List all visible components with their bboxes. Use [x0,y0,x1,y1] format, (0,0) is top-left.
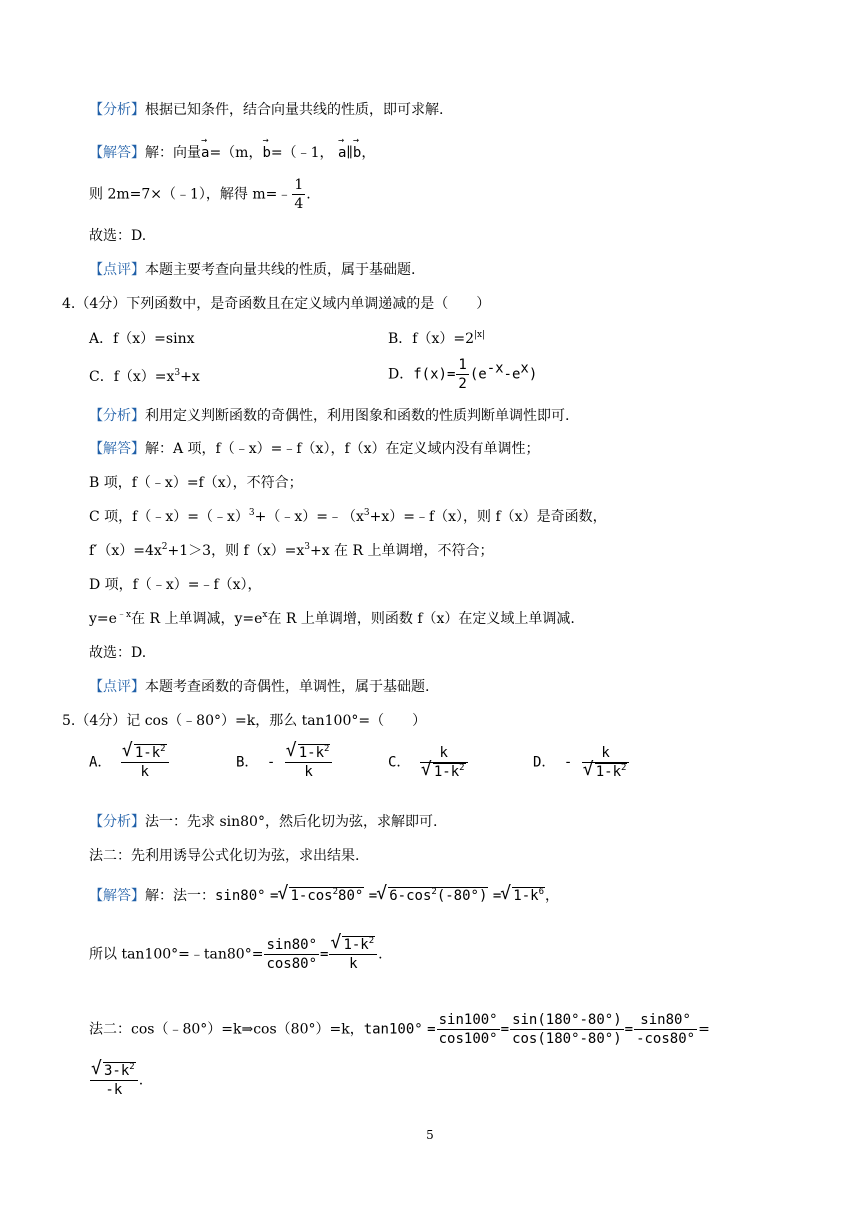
option-text: C．f（x）=x [89,369,175,385]
fraction [456,356,468,393]
answer-tag: 【解答】 [89,888,145,904]
answer-text: +（﹣x）=﹣（x [254,509,364,525]
fraction [264,936,319,973]
analysis-line [89,812,437,832]
superscript: x [520,360,529,377]
denominator: k [304,764,313,780]
fraction [285,744,333,781]
answer-text: = [698,1021,710,1038]
answer-text: C 项，f（﹣x）=（﹣x） [89,509,249,525]
answer-line [89,507,607,527]
analysis-line [89,406,569,426]
denominator: -cos80° [636,1031,696,1047]
radicand: 1-k [343,937,369,953]
option-b [388,328,485,348]
fraction [329,936,377,973]
option-text: ) [528,366,538,383]
option-label: A． [89,754,112,771]
analysis-line: 法二：先利用诱导公式化切为弦，求出结果. [89,848,360,864]
analysis-tag: 【分析】 [89,814,145,830]
superscript: |x| [474,330,486,340]
numerator: sin(180°-80°) [512,1012,622,1028]
answer-text: +1＞3，则 f（x）=x [167,543,305,559]
choose-line: 故选：D. [89,645,147,661]
answer-line [89,609,575,629]
superscript: 2 [161,542,168,552]
math-text: sin80° [215,888,266,904]
vector-b: b → [262,143,270,163]
comment-text: 本题主要考查向量共线的性质，属于基础题. [145,262,416,278]
denominator: cos(180°-80°) [512,1031,622,1047]
option-d [388,356,537,393]
fraction [582,744,630,781]
numerator: sin80° [634,1011,697,1030]
radicand: 1-cos [290,888,333,904]
minus-sign: - [563,754,573,771]
choose-line: 故选：D. [89,228,147,244]
denominator: cos100° [438,1031,498,1047]
superscript: ﹣x [116,610,132,620]
question-4-stem: 4.（4分）下列函数中，是奇函数且在定义域内单调递减的是（ ） [62,296,491,312]
superscript: 2 [621,763,627,773]
vector-b: b → [353,143,361,163]
superscript: 2 [129,1062,135,1072]
radicand: 1-k [298,745,325,761]
answer-text: 解：A 项，f（﹣x）=﹣f（x），f（x）在定义域内没有单调性； [145,441,540,457]
page-number: 5 [426,1128,434,1142]
radicand: 6-cos [389,888,432,904]
answer-tag: 【解答】 [89,441,145,457]
superscript: -x [486,360,504,377]
answer-line: 【解答】解：向量a →=（m，b →=（﹣1， a →∥b →， [89,143,375,163]
answer-line: D 项，f（﹣x）=﹣f（x）， [89,577,262,593]
option-a: A．f（x）=sinx [89,331,195,347]
numerator: 1 [294,177,304,193]
analysis-line [89,100,443,120]
denominator: cos80° [266,956,318,972]
option-d [533,744,630,781]
analysis-text: 利用定义判断函数的奇偶性，利用图象和函数的性质判断单调性即可. [145,408,570,424]
answer-tag: 【解答】 [89,145,145,161]
math-text: = [368,888,378,904]
superscript: 3 [174,368,181,378]
option-label: D． [533,754,556,771]
denominator: -k [105,1082,123,1098]
answer-text: +x）=﹣f（x），则 f（x）是奇函数， [369,509,607,525]
answer-line [89,541,494,561]
answer-line: B 项，f（﹣x）=f（x），不符合； [89,475,303,491]
fraction [90,1062,138,1099]
answer-line [89,439,540,459]
analysis-tag: 【分析】 [89,102,145,118]
option-b [236,744,333,781]
denominator: 4 [294,196,304,212]
answer-text: 则 2m=7×（﹣1），解得 m=﹣ [89,186,292,203]
question-5-stem: 5.（4分）记 cos（﹣80°）=k，那么 tan100°=（ ） [62,713,427,729]
fraction [510,1011,624,1048]
math-text: tan100° [363,1021,423,1038]
analysis-text: 法一：先求 sin80°，然后化切为弦，求解即可. [145,814,438,830]
answer-line: 【解答】解：法一：sin80° =√ $1-\cos^280^\circ$ =√ $6-\cos^2(-80^\circ)$ =√ $1-k^6$， [89,886,559,906]
radicand: 1-k [595,764,622,780]
superscript: 2 [324,744,330,754]
answer-line: 法二：cos（﹣80°）=k⇒cos（80°）=k，tan100° = $\frac{\sin 100^\circ}{\cos 100^\circ}$ = $\frac{\sin(180^\circ-80^\circ)}{\cos(180^\circ-80^\circ)}$ = $\frac{\sin 80^\circ}{-\cos 80^\circ}$ = [89,1012,710,1047]
answer-line [89,1062,143,1099]
option-text: B．f（x）=2 [388,331,475,347]
option-text: +x [180,369,200,385]
superscript: 3 [363,508,370,518]
numerator: k [582,744,630,763]
fraction [634,1011,697,1048]
radicand: 1-k [433,764,460,780]
answer-text: 所以 tan100°=﹣tan80°= [89,946,264,963]
answer-text: 解：向量 [145,145,201,161]
option-text: -e [503,366,521,383]
analysis-tag: 【分析】 [89,408,145,424]
fraction [292,176,305,213]
numerator: k [420,744,468,763]
option-label: D． [388,366,414,383]
answer-line: 所以 tan100°=﹣tan80°= $\frac{\sin 80^\circ}{\cos 80^\circ}$ = √ $\frac{1-k^2}{k}$ . [89,936,383,973]
option-c [388,744,469,781]
answer-text: 在 R 上单调减，y=e [131,611,263,627]
answer-text: 法二：cos（﹣80°）=k⇒cos（80°）=k， [89,1021,364,1038]
answer-text: . [378,946,383,963]
answer-line [89,176,311,213]
option-a [89,744,170,781]
answer-text: y=e [89,611,117,627]
answer-text: 解：法一： [145,888,215,904]
option-c [89,366,200,386]
comment-text: 本题考查函数的奇偶性，单调性，属于基础题. [145,679,430,695]
option-text: (e [469,366,487,383]
vector-a: a → [201,143,209,163]
numerator: sin100° [438,1012,498,1028]
analysis-text: 根据已知条件，结合向量共线的性质，即可求解. [145,102,444,118]
answer-text: =（m， [209,145,263,161]
radicand: 1-k [134,745,161,761]
option-label: C． [388,754,411,771]
superscript: 6 [538,887,544,897]
answer-text: 在 R 上单调增，则函数 f（x）在定义域上单调减. [267,611,575,627]
radicand: (-80°) [436,888,488,904]
vector-a: a → [338,143,346,163]
math-text: = [492,888,502,904]
superscript: x [262,610,268,620]
option-text: f(x)= [413,366,456,383]
answer-text: =（﹣1， [270,145,334,161]
denominator: 2 [458,376,467,392]
minus-sign: - [266,754,276,771]
superscript: 2 [160,744,166,754]
answer-text: . [306,186,311,203]
answer-text: f′（x）=4x [89,543,162,559]
option-label: B． [236,754,259,771]
denominator: k [349,956,358,972]
comment-line [89,260,415,280]
fraction [437,1011,500,1048]
fraction [121,744,169,781]
superscript: 3 [304,542,310,552]
comment-tag: 【点评】 [89,679,145,695]
fraction [420,744,468,781]
numerator: sin80° [266,937,318,953]
radicand: 3-k [104,1063,130,1079]
answer-text: . [138,1072,144,1089]
superscript: 3 [248,508,255,518]
numerator: 1 [458,357,467,373]
superscript: 2 [368,936,375,946]
math-text: = [270,888,279,904]
denominator: k [140,764,149,780]
superscript: 2 [459,763,465,773]
comment-line [89,677,429,697]
answer-text: ∥ [346,145,353,161]
comment-tag: 【点评】 [89,262,145,278]
radicand: 80° [338,888,364,904]
answer-text: ， [545,888,559,904]
answer-text: +x 在 R 上单调增，不符合； [309,543,494,559]
radicand: 1-k [513,888,539,904]
